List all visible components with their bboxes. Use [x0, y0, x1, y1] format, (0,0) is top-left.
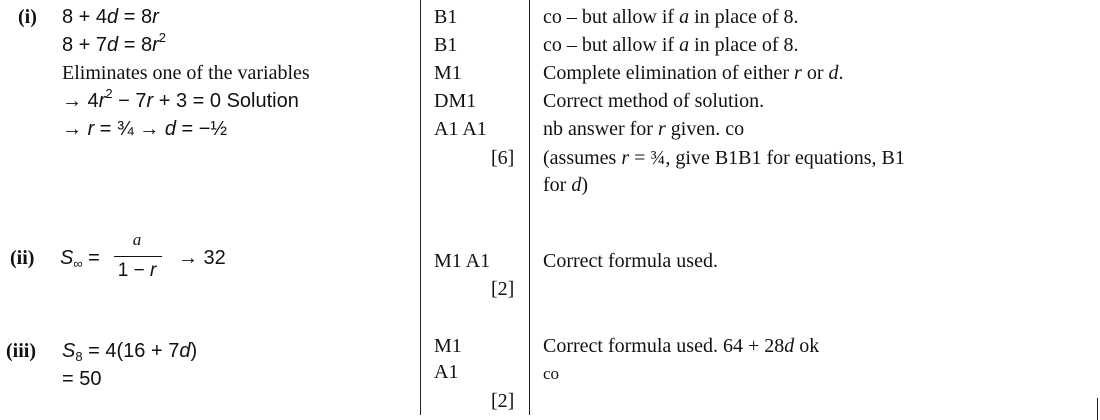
- part-iii-label: (iii): [6, 340, 36, 362]
- part-i-comment-4: Correct method of solution.: [543, 90, 765, 112]
- edge-tick: [1097, 398, 1098, 420]
- part-ii-numerator: a: [132, 230, 142, 249]
- part-i-comment-1: co – but allow if a in place of 8.: [543, 6, 799, 28]
- part-ii-total: [2]: [491, 278, 515, 300]
- part-i-label: (i): [18, 6, 37, 28]
- column-divider-left: [420, 0, 421, 415]
- part-ii-result: → 32: [178, 247, 226, 269]
- part-i-line-1: 8 + 4d = 8r: [62, 6, 159, 28]
- part-iii-mark-1: M1: [434, 335, 462, 357]
- part-i-comment-3: Complete elimination of either r or d.: [543, 62, 844, 84]
- part-i-comment-5: nb answer for r given. co: [543, 118, 745, 140]
- part-i-mark-5: A1 A1: [434, 118, 487, 140]
- part-ii-lhs: $S_\infty$ =: [60, 247, 100, 271]
- part-iii-line-1: $S_8 = 4(16 + 7d)$: [62, 340, 198, 364]
- part-i-comment-7: for d): [543, 174, 588, 196]
- part-i-mark-4: DM1: [434, 90, 477, 112]
- part-ii-marks: M1 A1: [434, 250, 491, 272]
- part-ii-fraction-bar: [114, 256, 162, 257]
- part-i-total: [6]: [491, 147, 515, 169]
- part-i-line-4: → $4r^2 - 7r + 3 = 0$ Solution: [62, 86, 299, 112]
- part-i-line-2: $8 + 7d = 8r^2$: [62, 30, 166, 56]
- part-ii-label: (ii): [10, 247, 35, 269]
- part-ii-comment: Correct formula used.: [543, 250, 718, 272]
- part-ii-denominator: 1 − r: [117, 260, 157, 281]
- part-i-mark-1: B1: [434, 6, 458, 28]
- part-i-comment-6: (assumes r = ¾, give B1B1 for equations, B1: [543, 147, 905, 169]
- part-i-comment-2: co – but allow if a in place of 8.: [543, 34, 799, 56]
- part-i-line-3: Eliminates one of the variables: [62, 62, 310, 84]
- part-i-line-5: → r = ¾ → d = −½: [62, 118, 228, 140]
- part-iii-comment-2: co: [543, 364, 560, 383]
- part-i-mark-2: B1: [434, 34, 458, 56]
- part-i-mark-3: M1: [434, 62, 462, 84]
- part-iii-line-2: = 50: [62, 368, 102, 390]
- column-divider-right: [529, 0, 530, 415]
- part-iii-mark-2: A1: [434, 361, 459, 383]
- part-iii-comment-1: Correct formula used. 64 + 28d ok: [543, 335, 820, 357]
- part-iii-total: [2]: [491, 390, 515, 412]
